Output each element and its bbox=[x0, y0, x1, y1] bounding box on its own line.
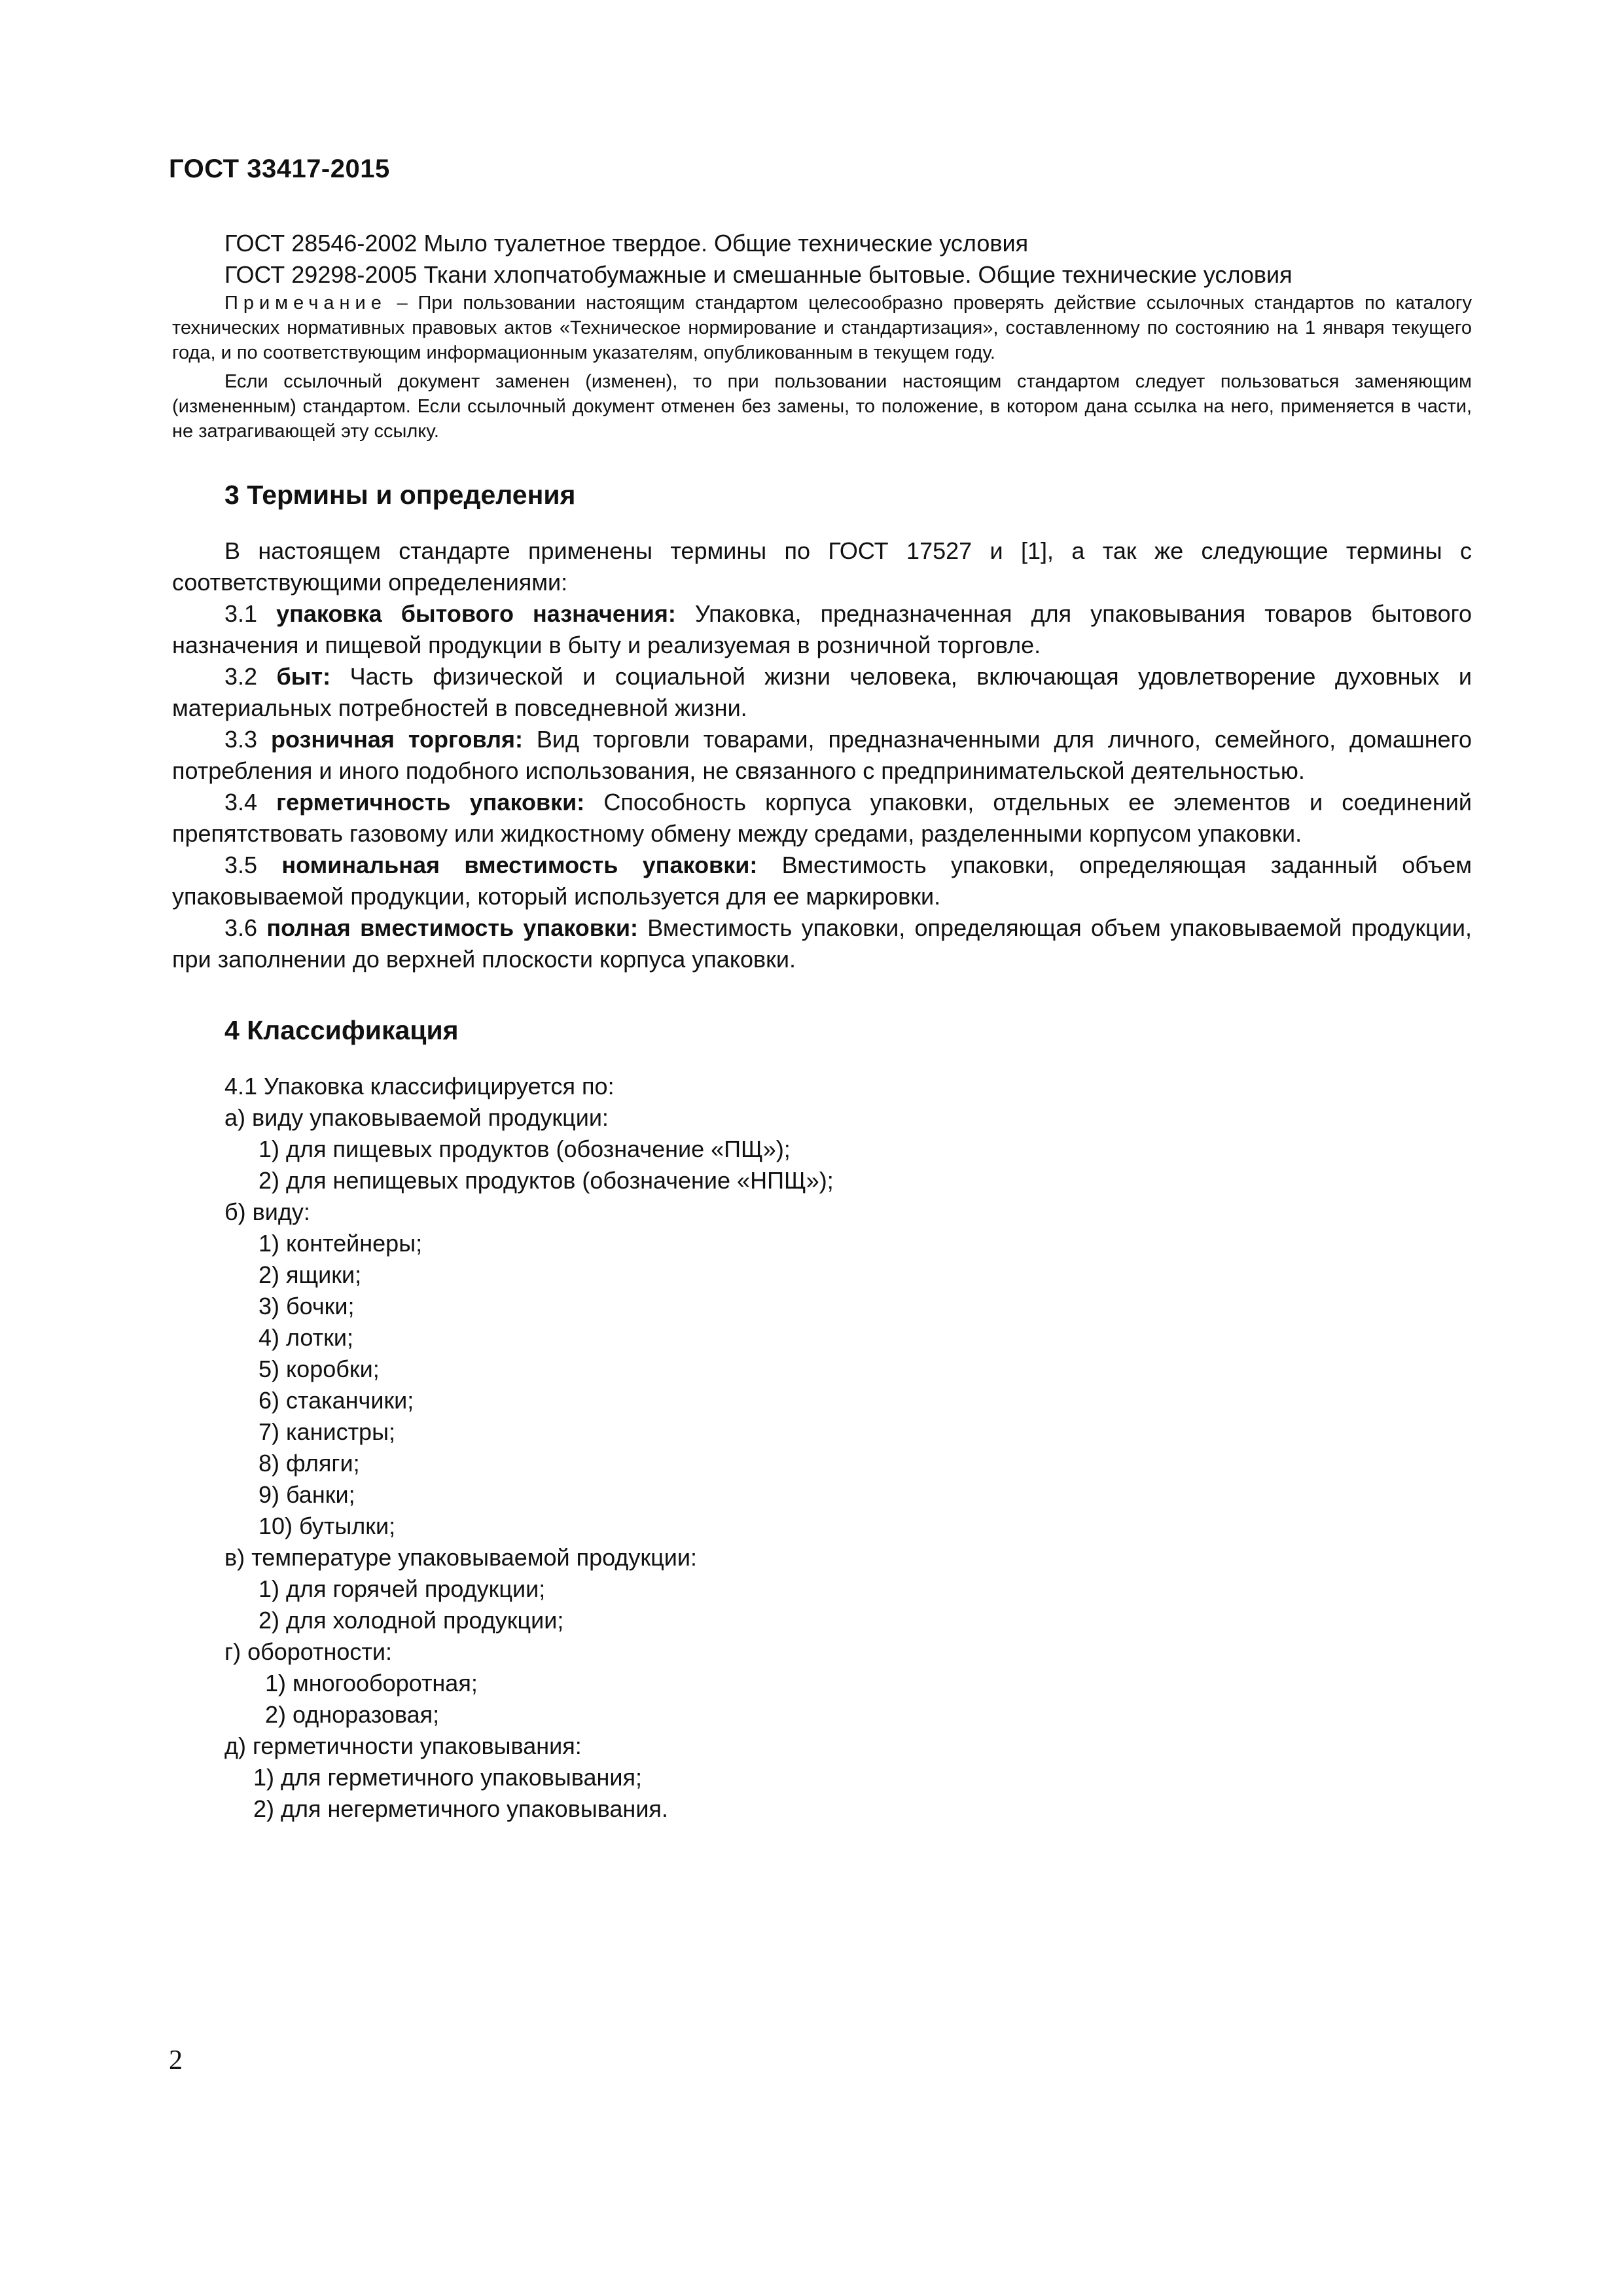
term-definition bbox=[172, 787, 1472, 850]
term-number: 3.1 bbox=[224, 600, 277, 627]
term-number: 3.4 bbox=[224, 789, 277, 816]
list-subitem: 1) многооборотная; bbox=[265, 1670, 478, 1696]
list-subitem: 5) коробки; bbox=[259, 1355, 380, 1382]
list-subitem: 8) фляги; bbox=[259, 1450, 360, 1477]
reference-line: ГОСТ 29298-2005 Ткани хлопчатобумажные и смешанные бытовые. Общие технические условия bbox=[224, 261, 1293, 288]
term-name: полная вместимость упаковки: bbox=[266, 914, 639, 941]
term-number: 3.3 bbox=[224, 726, 271, 753]
term-text: Часть физической и социальной жизни человека, включающая удовлетворение духовных и материальных потребностей в повседневной жизни. bbox=[172, 663, 1472, 721]
document-header: ГОСТ 33417-2015 bbox=[169, 154, 390, 183]
term-definition bbox=[172, 850, 1472, 912]
section-3-heading: 3 Термины и определения bbox=[224, 480, 576, 510]
term-text: Вид торговли товарами, предназначенными для личного, семейного, домашнего потребления и иного подобного использования, не связанного с предпринимательской деятельностью. bbox=[172, 726, 1472, 784]
list-item: 4.1 Упаковка классифицируется по: bbox=[224, 1073, 615, 1100]
term-text: Вместимость упаковки, определяющая объем упаковываемой продукции, при заполнении до верхней плоскости корпуса упаковки. bbox=[172, 914, 1472, 973]
list-item: в) температуре упаковываемой продукции: bbox=[224, 1544, 697, 1571]
note-paragraph bbox=[172, 291, 1472, 365]
list-subitem: 1) для герметичного упаковывания; bbox=[253, 1764, 643, 1791]
term-text: Вместимость упаковки, определяющая заданный объем упаковываемой продукции, который используется для ее маркировки. bbox=[172, 852, 1472, 910]
list-subitem: 1) для горячей продукции; bbox=[259, 1575, 546, 1602]
list-subitem: 3) бочки; bbox=[259, 1293, 355, 1319]
list-subitem: 2) для холодной продукции; bbox=[259, 1607, 564, 1634]
term-name: розничная торговля: bbox=[270, 726, 523, 753]
term-definition bbox=[172, 912, 1472, 975]
list-item: б) виду: bbox=[224, 1198, 310, 1225]
section-3-intro: В настоящем стандарте применены термины по ГОСТ 17527 и [1], а так же следующие термины с соответствующими определениями: bbox=[172, 537, 1472, 596]
term-text: Упаковка, предназначенная для упаковывания товаров бытового назначения и пищевой продукции в быту и реализуемая в розничной торговле. bbox=[172, 600, 1472, 658]
note-paragraph-2: Если ссылочный документ заменен (изменен), то при пользовании настоящим стандартом следует пользоваться заменяющим (измененным) стандартом. Если ссылочный документ отменен без замены, то положение, в котором дана ссылка на него, применяется в части, не затрагивающей эту ссылку. bbox=[172, 371, 1472, 442]
term-name: упаковка бытового назначения: bbox=[276, 600, 676, 627]
reference-line: ГОСТ 28546-2002 Мыло туалетное твердое. Общие технические условия bbox=[224, 230, 1029, 257]
term-number: 3.5 bbox=[224, 852, 282, 878]
list-subitem: 2) ящики; bbox=[259, 1261, 362, 1288]
page-content bbox=[172, 228, 1472, 1825]
term-number: 3.6 bbox=[224, 914, 267, 941]
term-name: номинальная вместимость упаковки: bbox=[281, 852, 758, 878]
list-subitem: 4) лотки; bbox=[259, 1324, 354, 1351]
term-definition bbox=[172, 724, 1472, 787]
list-subitem: 2) одноразовая; bbox=[265, 1701, 440, 1728]
list-item: д) герметичности упаковывания: bbox=[224, 1732, 582, 1759]
term-definition bbox=[172, 661, 1472, 724]
list-subitem: 2) для негерметичного упаковывания. bbox=[253, 1795, 668, 1822]
list-subitem: 1) для пищевых продуктов (обозначение «ПЩ»); bbox=[259, 1136, 791, 1162]
note-text: – При пользовании настоящим стандартом целесообразно проверять действие ссылочных стандартов по каталогу технических нормативных правовых актов «Техническое нормирование и стандартизация», составленному по состоянию на 1 января текущего года, и по соответствующим информационным указателям, опубликованным в текущем году. bbox=[172, 293, 1472, 363]
list-subitem: 9) банки; bbox=[259, 1481, 355, 1508]
term-name: герметичность упаковки: bbox=[276, 789, 585, 816]
list-subitem: 1) контейнеры; bbox=[259, 1230, 423, 1257]
term-number: 3.2 bbox=[224, 663, 277, 690]
section-4-heading: 4 Классификация bbox=[224, 1015, 459, 1045]
list-subitem: 7) канистры; bbox=[259, 1418, 395, 1445]
list-subitem: 6) стаканчики; bbox=[259, 1387, 414, 1414]
list-subitem: 2) для непищевых продуктов (обозначение «НПЩ»); bbox=[259, 1167, 834, 1194]
list-item: а) виду упаковываемой продукции: bbox=[224, 1104, 609, 1131]
note-label: Примечание bbox=[224, 293, 387, 314]
page-number: 2 bbox=[169, 2045, 183, 2075]
term-name: быт: bbox=[276, 663, 331, 690]
term-definition bbox=[172, 598, 1472, 661]
list-item: г) оборотности: bbox=[224, 1638, 393, 1665]
term-text: Способность корпуса упаковки, отдельных ее элементов и соединений препятствовать газовому или жидкостному обмену между средами, разделенными корпусом упаковки. bbox=[172, 789, 1472, 847]
list-subitem: 10) бутылки; bbox=[259, 1513, 396, 1539]
